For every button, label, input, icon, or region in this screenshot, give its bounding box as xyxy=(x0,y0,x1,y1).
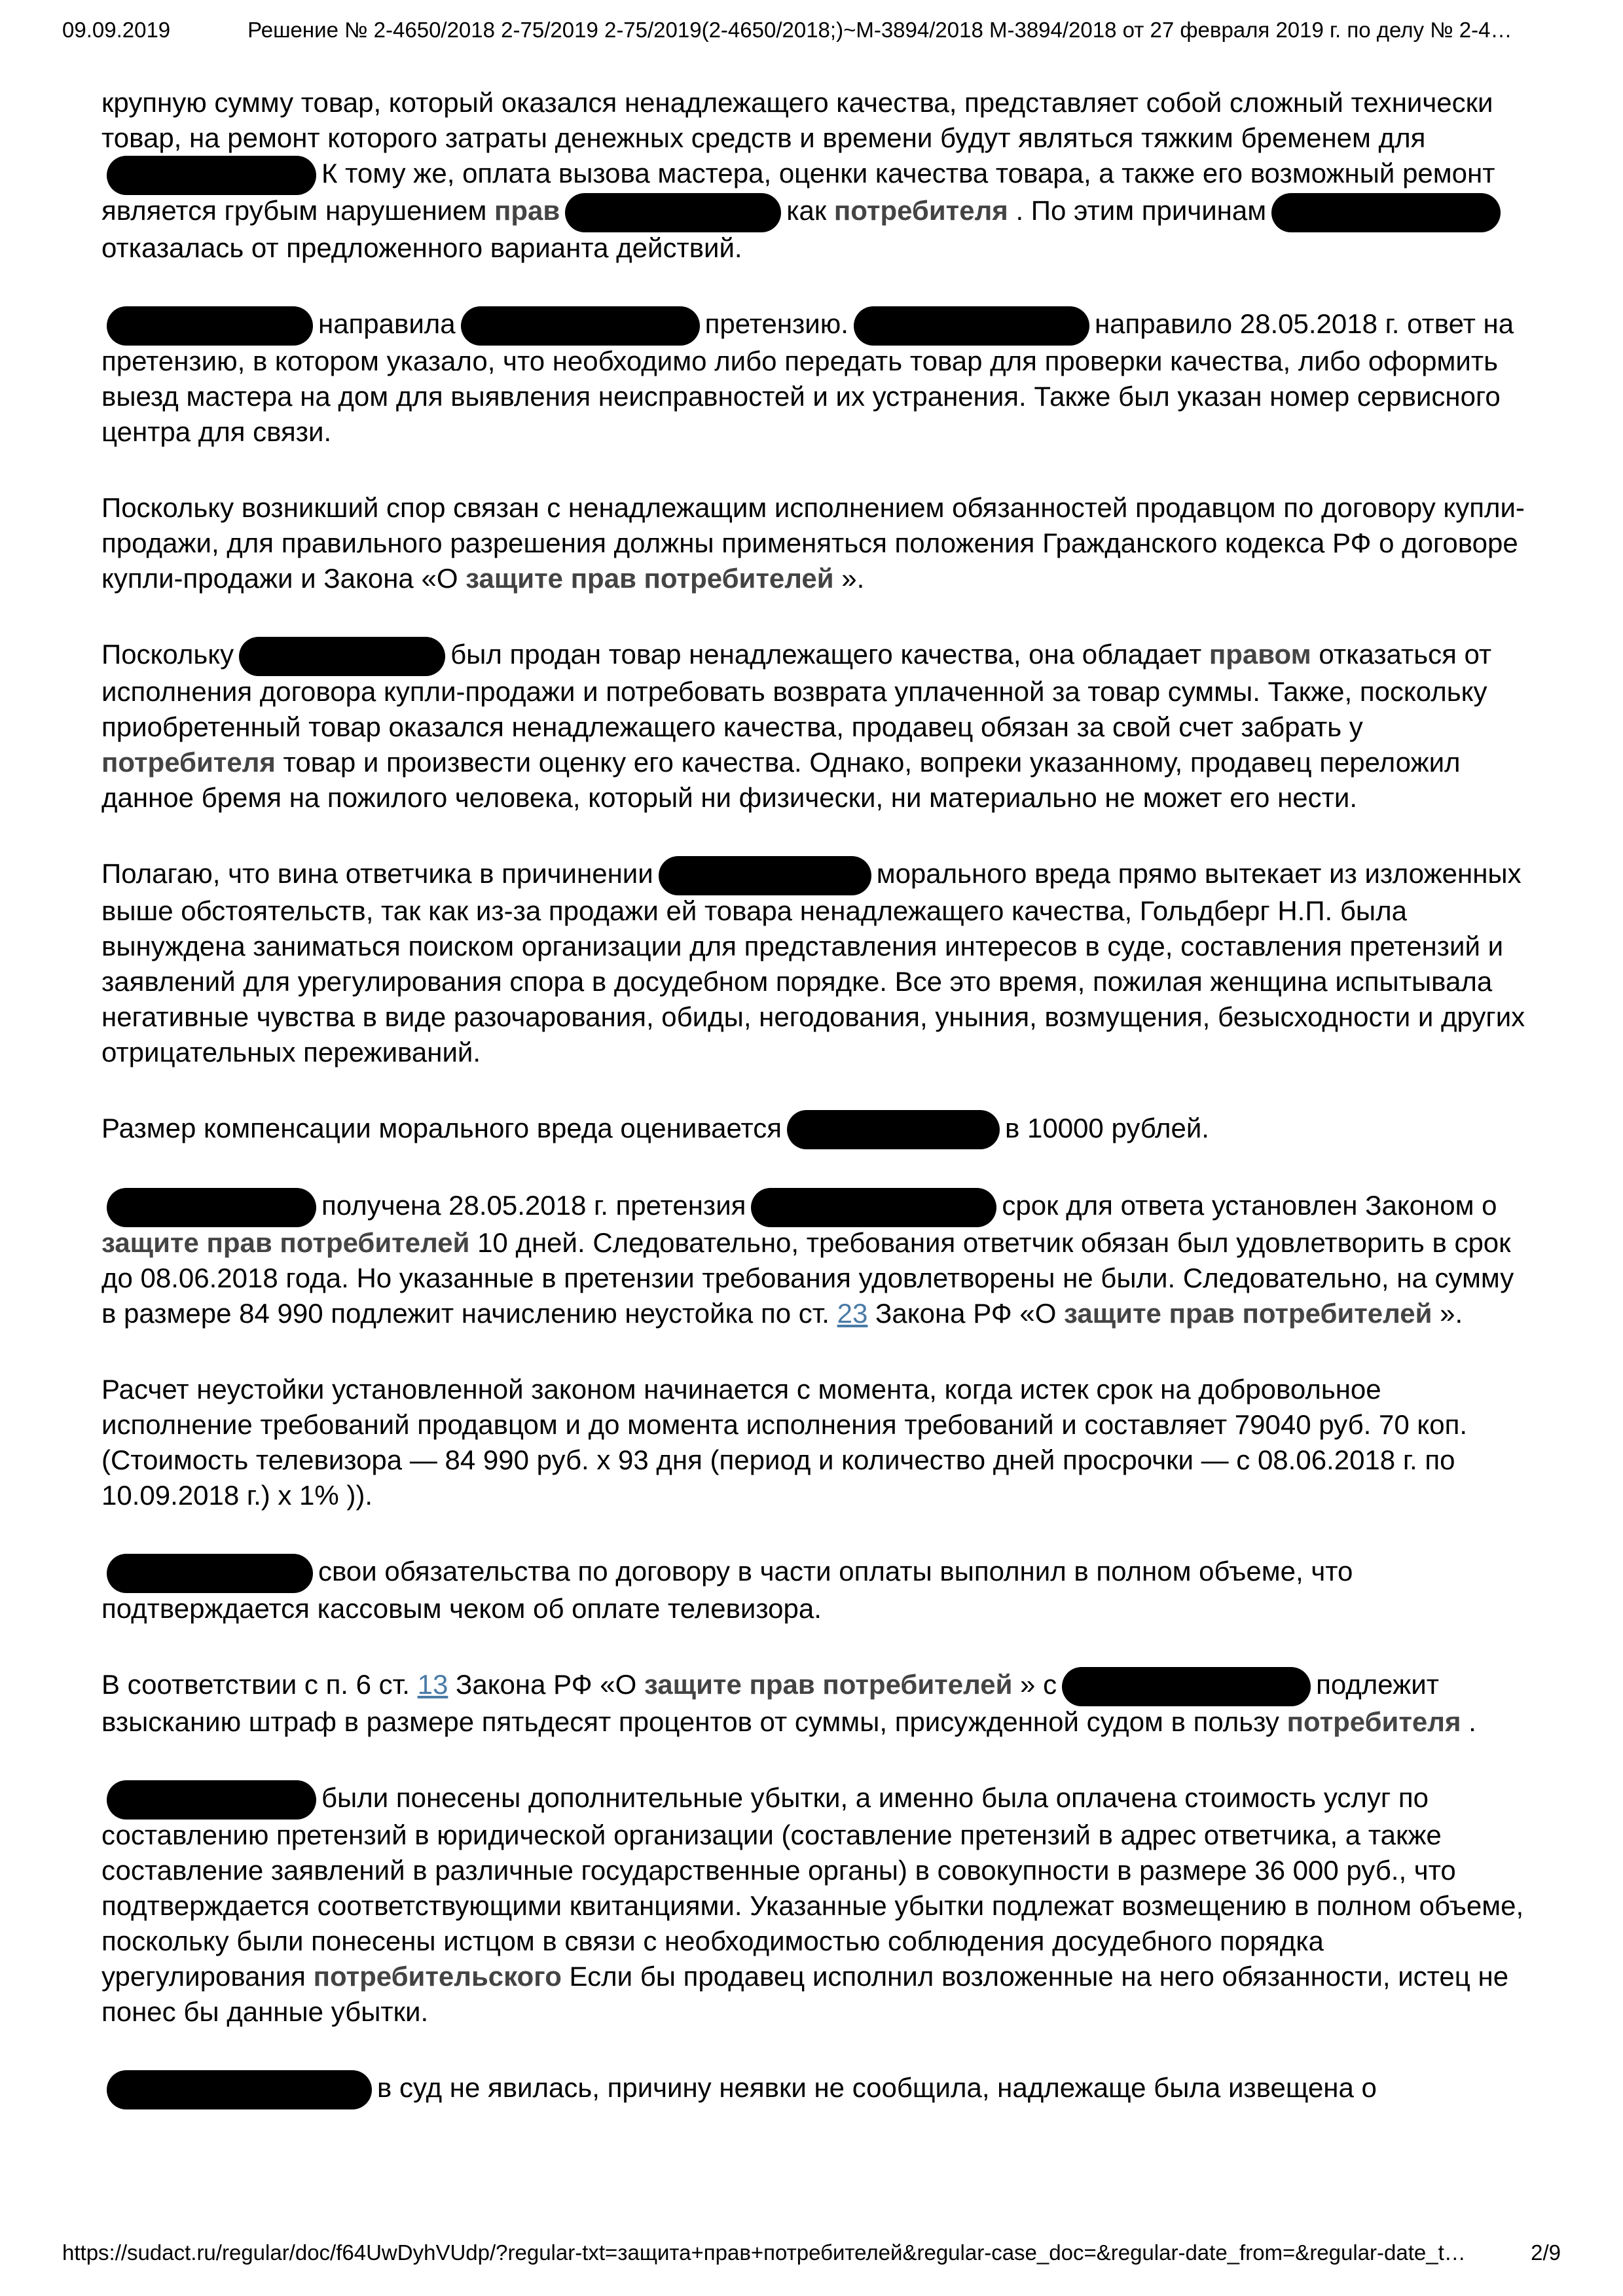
print-date: 09.09.2019 xyxy=(62,18,171,42)
body-text: Закона РФ «О xyxy=(867,1298,1065,1329)
body-text: товар и произвести оценку его качества. Однако, вопреки указанному, продавец переложил данное бремя на пожилого человека, который ни физически, ни материально не может его нести. xyxy=(101,746,1461,813)
paragraph xyxy=(101,2070,1529,2108)
body-text: Поскольку возникший спор связан с ненадлежащим исполнением обязанностей продавцом по договору купли-продажи, для правильного разрешения должны применяться положения Гражданского кодекса РФ о договоре купли-продажи и Закона «О xyxy=(101,492,1525,594)
highlighted-search-term: потребителя xyxy=(101,746,276,778)
body-text: К тому же, оплата вызова мастера, оценки качества товара, а также его возможный ремонт является грубым нарушением xyxy=(101,158,1495,226)
redaction-bar xyxy=(107,1188,316,1227)
body-text: в 10000 рублей. xyxy=(1005,1112,1209,1143)
paragraph xyxy=(101,85,1529,266)
print-footer xyxy=(62,2240,1561,2266)
document-title: Решение № 2-4650/2018 2-75/2019 2-75/2019(2-4650/2018;)~М-3894/2018 М-3894/2018 от 27 февраля 2019 г. по делу № 2-4… xyxy=(247,18,1512,42)
paragraph xyxy=(101,1780,1529,2030)
redaction-bar xyxy=(107,1780,316,1820)
source-url: https://sudact.ru/regular/doc/f64UwDyhVUdp/?regular-txt=защита+прав+потребителей&regular-case_doc=&regular-date_from=&regular-date_t… xyxy=(62,2240,1466,2265)
statute-article-link[interactable]: 23 xyxy=(837,1298,868,1329)
redaction-bar xyxy=(107,306,313,346)
paragraph xyxy=(101,306,1529,450)
highlighted-search-term: прав xyxy=(494,194,560,226)
body-text: Полагаю, что вина ответчика в причинении xyxy=(101,857,653,889)
body-text: подлежит взысканию штраф в размере пятьдесят процентов от суммы, присужденной судом в пользу xyxy=(101,1669,1439,1738)
redaction-bar xyxy=(659,856,871,895)
highlighted-search-term: потребительского xyxy=(313,1961,562,1992)
paragraph xyxy=(101,1554,1529,1626)
paragraph xyxy=(101,1667,1529,1740)
redaction-bar xyxy=(107,1554,313,1593)
redaction-bar xyxy=(107,2070,372,2109)
statute-article-link[interactable]: 13 xyxy=(417,1669,448,1700)
highlighted-search-term: правом xyxy=(1209,638,1311,670)
document-body xyxy=(101,85,1529,2148)
body-text: были понесены дополнительные убытки, а именно была оплачена стоимость услуг по составлению претензий в юридической организации (составление претензий в адрес ответчика, а также составление заявлений в различные государственные органы) в совокупности в размере 36 000 руб., что подтверждается соответствующими квитанциями. Указанные убытки подлежат возмещению в полном объеме, поскольку были понесены истцом в связи с необходимостью соблюдения досудебного порядка урегулирования xyxy=(101,1782,1524,1992)
redaction-bar xyxy=(239,637,445,676)
paragraph xyxy=(101,1372,1529,1513)
redaction-bar xyxy=(787,1110,1000,1149)
body-text: направило 28.05.2018 г. ответ на претензию, в котором указало, что необходимо либо передать товар для проверки качества, либо оформить выезд мастера на дом для выявления неисправностей и их устранения. Также был указан номер сервисного центра для связи. xyxy=(101,308,1514,447)
body-text: как xyxy=(786,194,834,226)
highlighted-search-term: потребителя xyxy=(833,194,1008,226)
body-text: В соответствии с п. 6 ст. xyxy=(101,1669,418,1700)
paragraph xyxy=(101,1188,1529,1331)
body-text: 10 дней. Следовательно, требования ответчик обязан был удовлетворить в срок до 08.06.2018 года. Но указанные в претензии требования удовлетворены не были. Следовательно, на сумму в размере 84 990 подлежит начислению неустойка по ст. xyxy=(101,1227,1514,1329)
body-text: претензию. xyxy=(704,308,848,339)
redaction-bar xyxy=(751,1188,996,1227)
body-text: . По этим причинам xyxy=(1008,194,1267,226)
redaction-bar xyxy=(565,193,781,232)
body-text: морального вреда прямо вытекает из изложенных выше обстоятельств, так как из-за продажи ей товара ненадлежащего качества, Гольдберг Н.П. была вынуждена заниматься поиском организации для представления интересов в суде, составления претензий и заявлений для урегулирования спора в досудебном порядке. Все это время, пожилая женщина испытывала негативные чувства в виде разочарования, обиды, негодования, уныния, возмущения, безысходности и других отрицательных переживаний. xyxy=(101,857,1525,1067)
paragraph xyxy=(101,490,1529,596)
body-text: . xyxy=(1461,1706,1476,1738)
body-text: ». xyxy=(1432,1298,1463,1329)
body-text: » с xyxy=(1012,1669,1057,1700)
body-text: свои обязательства по договору в части оплаты выполнил в полном объеме, что подтверждается кассовым чеком об оплате телевизора. xyxy=(101,1556,1353,1624)
body-text: направила xyxy=(318,308,456,339)
print-header xyxy=(62,17,1561,43)
body-text: Закона РФ «О xyxy=(448,1669,644,1700)
body-text: Если бы продавец исполнил возложенные на него обязанности, истец не понес бы данные убытки. xyxy=(101,1961,1509,2028)
highlighted-search-term: защите прав потребителей xyxy=(465,562,834,594)
highlighted-search-term: защите прав потребителей xyxy=(644,1669,1013,1700)
paragraph xyxy=(101,856,1529,1070)
redaction-bar xyxy=(1062,1667,1311,1706)
redaction-bar xyxy=(107,156,316,195)
highlighted-search-term: защите прав потребителей xyxy=(101,1227,470,1259)
body-text: отказаться от исполнения договора купли-продажи и потребовать возврата уплаченной за товар суммы. Также, поскольку приобретенный товар оказался ненадлежащего качества, продавец обязан за свой счет забрать у xyxy=(101,638,1492,742)
body-text: в суд не явилась, причину неявки не сообщила, надлежаще была извещена о xyxy=(377,2072,1377,2104)
body-text: получена 28.05.2018 г. претензия xyxy=(321,1190,746,1221)
body-text: ». xyxy=(833,562,865,594)
body-text: был продан товар ненадлежащего качества, она обладает xyxy=(450,638,1209,670)
highlighted-search-term: потребителя xyxy=(1286,1706,1461,1738)
body-text: срок для ответа установлен Законом о xyxy=(1002,1190,1497,1221)
body-text: Размер компенсации морального вреда оценивается xyxy=(101,1112,782,1143)
paragraph xyxy=(101,1111,1529,1148)
page-number: 2/9 xyxy=(1531,2240,1561,2265)
redaction-bar xyxy=(461,306,700,346)
body-text: Расчет неустойки установленной законом начинается с момента, когда истек срок на добровольное исполнение требований продавцом и до момента исполнения требований и составляет 79040 руб. 70 коп. (Стоимость телевизора — 84 990 руб. х 93 дня (период и количество дней просрочки — с 08.06.2018 г. по 10.09.2018 г.) х 1% )). xyxy=(101,1374,1467,1511)
highlighted-search-term: защите прав потребителей xyxy=(1064,1298,1432,1329)
paragraph xyxy=(101,637,1529,816)
redaction-bar xyxy=(854,306,1089,346)
body-text: Поскольку xyxy=(101,638,234,670)
redaction-bar xyxy=(1271,193,1501,232)
body-text: отказалась от предложенного варианта действий. xyxy=(101,232,742,263)
body-text: крупную сумму товар, который оказался ненадлежащего качества, представляет собой сложный технически товар, на ремонт которого затраты денежных средств и времени будут являться тяжким бременем для xyxy=(101,87,1493,153)
